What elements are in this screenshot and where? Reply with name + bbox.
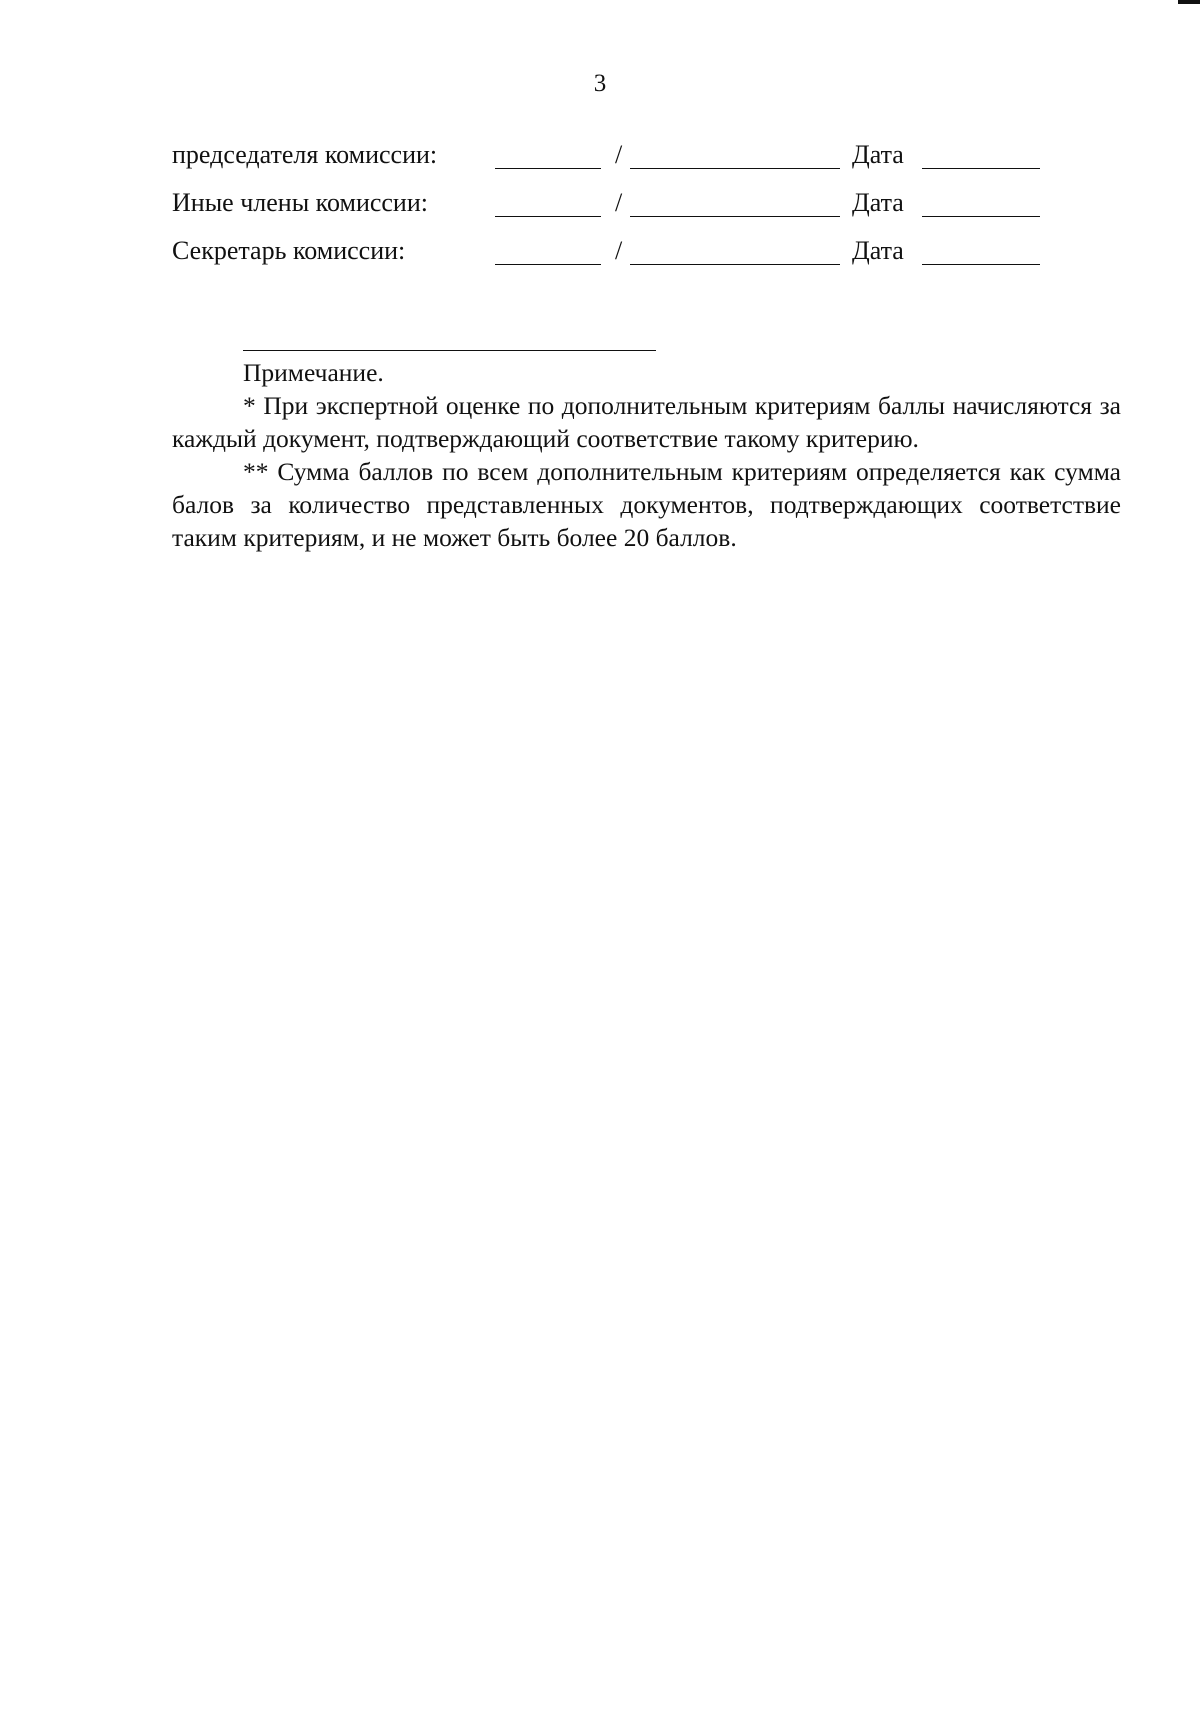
signature-slash: / <box>615 236 623 265</box>
note-paragraph: * При экспертной оценке по дополнительным критериям баллы начисляются за каждый документ, подтверждающий соответствие такому критерию. <box>172 391 1121 453</box>
signature-field[interactable] <box>495 188 601 217</box>
name-field[interactable] <box>630 236 840 265</box>
signature-label: председателя комиссии: <box>172 140 438 169</box>
page-number: 3 <box>593 70 607 97</box>
signature-field[interactable] <box>495 236 601 265</box>
signature-field[interactable] <box>495 140 601 169</box>
signature-row-secretary <box>172 236 1072 276</box>
date-field[interactable] <box>922 236 1040 265</box>
note-paragraph: ** Сумма баллов по всем дополнительным критериям определяется как сумма балов за количество представленных документов, подтверждающих соответствие таким критериям, и не может быть более 20 баллов. <box>172 457 1121 552</box>
footnote-separator <box>243 350 656 351</box>
date-label: Дата <box>852 188 904 217</box>
date-label: Дата <box>852 236 904 265</box>
scan-edge-mark <box>1178 0 1200 4</box>
notes-block <box>172 356 1121 554</box>
signature-slash: / <box>615 140 623 169</box>
name-field[interactable] <box>630 140 840 169</box>
signature-row-chairman <box>172 140 1072 180</box>
name-field[interactable] <box>630 188 840 217</box>
notes-title: Примечание. <box>243 358 384 387</box>
signature-label: Секретарь комиссии: <box>172 236 406 265</box>
signature-label: Иные члены комиссии: <box>172 188 428 217</box>
date-label: Дата <box>852 140 904 169</box>
signature-row-members <box>172 188 1072 228</box>
date-field[interactable] <box>922 140 1040 169</box>
signature-slash: / <box>615 188 623 217</box>
date-field[interactable] <box>922 188 1040 217</box>
